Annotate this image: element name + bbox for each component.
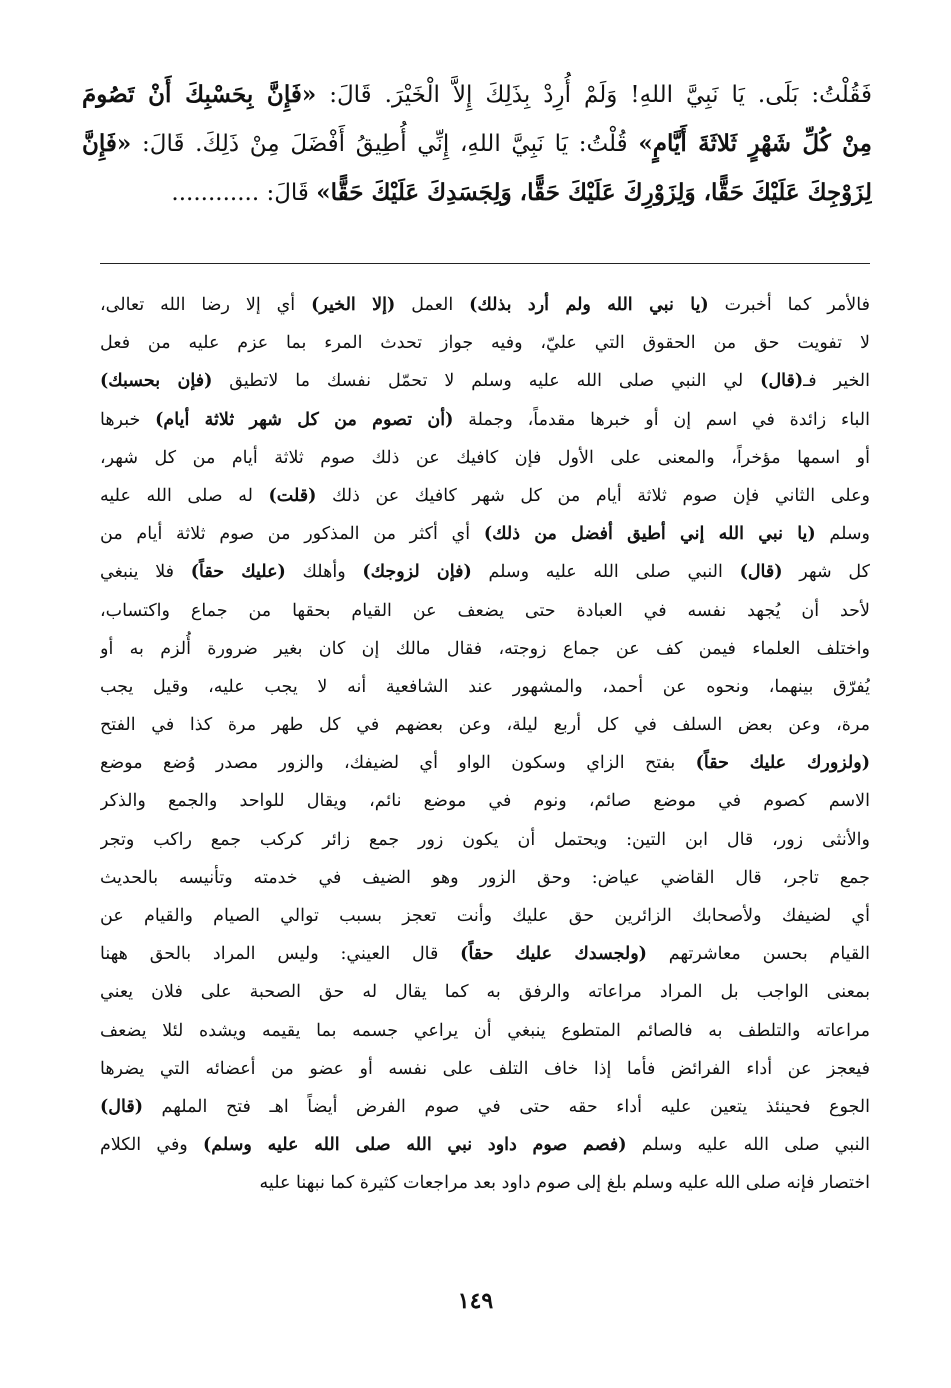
hadith-line-1: فَقُلْتُ: بَلَى. يَا نَبِيَّ اللهِ! وَلَمْ أُرِدْ بِذَلِكَ إِلاَّ الْخَيْرَ. قَالَ: «فَإِنَّ بِحَسْبِكَ أَنْ تَصُومَ — [82, 81, 872, 108]
section-divider — [100, 263, 870, 264]
quoted-phrase: (فإن لزوجك) — [362, 562, 472, 583]
quoted-phrase: (ولزورك عليك حقاً) — [695, 753, 870, 774]
commentary-line: مرة، وعن بعض السلف في كل أربع ليلة، وعن بعضهم في كل طهر مرة كذا في الفتح — [100, 715, 870, 736]
commentary-line: الجوع فحينئذ يتعين عليه أداء حقه حتى في صوم الفرض أيضاً اهـ فتح الملهم (قال) — [100, 1096, 870, 1117]
commentary-line: وسلم (يا نبي الله إني أطيق أفضل من ذلك) أي أكثر من المذكور من صوم ثلاثة أيام من — [100, 524, 870, 545]
quoted-phrase: (قلت) — [268, 485, 317, 506]
quoted-phrase: (فصم صوم داود نبي الله صلى الله عليه وسلم) — [202, 1135, 627, 1156]
commentary-line: الباء زائدة في اسم إن أو خبرها مقدماً، وجملة (أن تصوم من كل شهر ثلاثة أيام) خبرها — [100, 409, 870, 430]
commentary-text — [100, 286, 870, 1203]
commentary-line: لأحد أن يُجهد نفسه في العبادة حتى يضعف عن القيام بحقها من جماع واكتساب، — [100, 600, 870, 621]
commentary-line: (ولزورك عليك حقاً) بفتح الزاي وسكون الواو أي لضيفك، والزور مصدر وُضع موضع — [100, 753, 870, 774]
quoted-phrase: «فَإِنَّ — [82, 130, 132, 157]
commentary-line: مراعاته والتلطف به فالصائم المتطوع ينبغي أن يراعي جسمه بما يقيمه ويشده لئلا يضعف — [100, 1020, 870, 1041]
commentary-line: الخير فـ(قال) لي النبي صلى الله عليه وسلم لا تحمّل نفسك ما لاتطيق (فإن بحسبك) — [100, 371, 870, 392]
hadith-line-3: لِزَوْجِكَ عَلَيْكَ حَقًّا، وَلِزَوْرِكَ عَلَيْكَ حَقًّا، وَلِجَسَدِكَ عَلَيْكَ حَقًّا» قَالَ: ............ — [171, 179, 872, 206]
quoted-phrase: (ولجسدك عليك حقاً) — [460, 944, 647, 965]
quoted-phrase: (يا نبي الله ولم أرد بذلك) — [469, 295, 709, 315]
commentary-line: والأنثى زور، قال ابن التين: ويحتمل أن يكون زور جمع زائر كركب جمع راكب وتجر — [100, 829, 870, 850]
commentary-line: القيام بحسن معاشرتهم (ولجسدك عليك حقاً) قال العيني: وليس المراد بالحق ههنا — [100, 944, 870, 965]
quoted-phrase: مِنْ كُلِّ شَهْرٍ ثَلاثَةَ أَيَّامٍ» — [638, 130, 872, 157]
commentary-line: أو اسمها مؤخراً، والمعنى على الأول فإن كافيك عن ذلك صوم ثلاثة أيام من كل شهر، — [100, 447, 870, 468]
quoted-phrase: (يا نبي الله إني أطيق أفضل من ذلك) — [483, 524, 816, 545]
commentary-line: جمع تاجر، قال القاضي عياض: وحق الزور وهو الضيف في خدمته وتأنيسه بالحديث — [100, 867, 870, 888]
commentary-line: اختصار فإنه صلى الله عليه وسلم بلغ إلى صوم داود بعد مراجعات كثيرة كما نبهنا عليه — [259, 1173, 870, 1194]
commentary-line: الاسم كصوم في موضع صائم، ونوم في موضع نائم، ويقال للواحد والجمع والذكر — [100, 791, 870, 812]
quoted-phrase: (أن تصوم من كل شهر ثلاثة أيام) — [155, 409, 454, 430]
hadith-text — [82, 70, 872, 217]
commentary-line: أي لضيفك ولأصحابك الزائرين حق عليك وأنت تعجز بسبب توالي الصيام والقيام عن — [100, 906, 870, 926]
commentary-line: فيعجز عن أداء الفرائض فأما إذا خاف التلف على نفسه أو عضو من أعضائه التي يضرها — [100, 1058, 870, 1079]
quoted-phrase: (إلا الخير) — [311, 295, 396, 315]
commentary-line: واختلف العلماء فيمن كف عن جماع زوجته، فقال مالك إن كان بغير ضرورة أُلزم به أو — [100, 638, 870, 659]
quoted-phrase: (قال) — [100, 1096, 143, 1117]
commentary-line: لا تفويت حق من الحقوق التي عليّ، وفيه جواز تحدث المرء بما عزم عليه من فعل — [100, 333, 870, 354]
quoted-phrase: «فَإِنَّ بِحَسْبِكَ أَنْ تَصُومَ — [82, 81, 317, 108]
commentary-line: كل شهر (قال) النبي صلى الله عليه وسلم (فإن لزوجك) وأهلك (عليك حقاً) فلا ينبغي — [100, 562, 870, 583]
commentary-line: يُفرّق بينهما، ونحوه عن أحمد، والمشهور عند الشافعية أنه لا يجب عليه، وقيل يجب — [100, 676, 870, 697]
quoted-phrase: (عليك حقاً) — [190, 562, 286, 583]
commentary-line: فالأمر كما أخبرت (يا نبي الله ولم أرد بذلك) العمل (إلا الخير) أي إلا رضا الله تعالى، — [100, 295, 870, 315]
quoted-phrase: (قال) — [760, 371, 804, 392]
quoted-phrase: (قال) — [739, 562, 783, 583]
quoted-phrase: (فإن بحسبك) — [100, 371, 213, 392]
page-number: ١٤٩ — [457, 1288, 494, 1314]
commentary-line: بمعنى الواجب بل المراد مراعاته والرفق به كما يقال له حق الصحبة على فلان يعني — [100, 982, 870, 1003]
commentary-line: وعلى الثاني فإن صوم ثلاثة أيام من كل شهر كافيك عن ذلك (قلت) له صلى الله عليه — [100, 485, 870, 506]
quoted-phrase: لِزَوْجِكَ عَلَيْكَ حَقًّا، وَلِزَوْرِكَ عَلَيْكَ حَقًّا، وَلِجَسَدِكَ عَلَيْكَ حَقًّا» — [316, 179, 872, 206]
hadith-line-2: مِنْ كُلِّ شَهْرٍ ثَلاثَةَ أَيَّامٍ» قُلْتُ: يَا نَبِيَّ اللهِ، إِنِّي أُطِيقُ أَفْضَلَ مِنْ ذَلِكَ. قَالَ: «فَإِنَّ — [82, 130, 872, 157]
commentary-line: النبي صلى الله عليه وسلم (فصم صوم داود نبي الله صلى الله عليه وسلم) وفي الكلام — [100, 1135, 870, 1156]
